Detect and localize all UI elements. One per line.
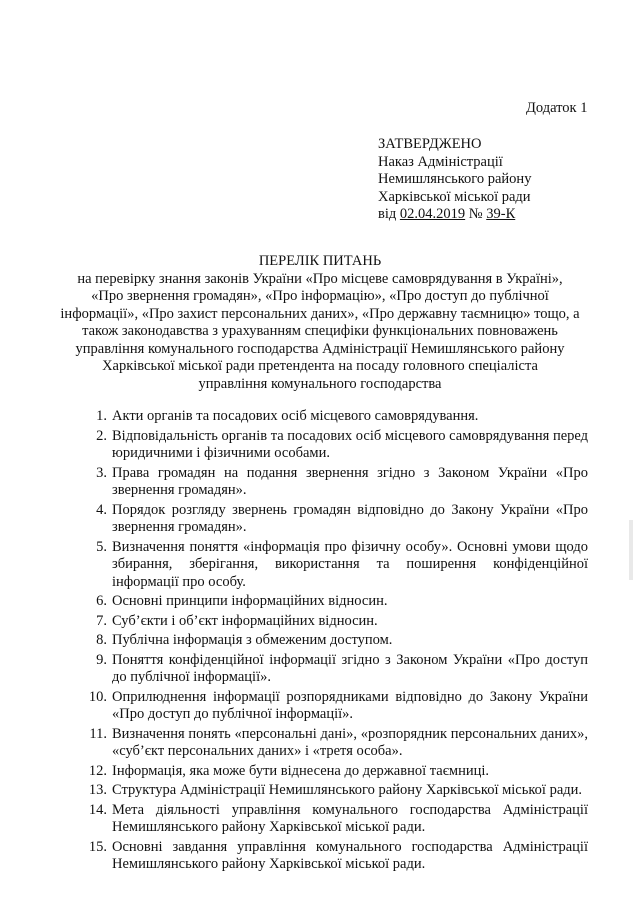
item-text: Основні принципи інформаційних відносин. (112, 593, 388, 609)
item-number: 10. (88, 688, 107, 705)
item-text: Інформація, яка може бути віднесена до державної таємниці. (112, 762, 490, 779)
approval-line: Наказ Адміністрації (378, 153, 503, 170)
item-number: 8. (96, 632, 107, 648)
title-line: також законодавства з урахуванням специфіки функціональних повноважень (82, 323, 558, 339)
questions-list (76, 408, 588, 876)
approval-line: Немишлянського району (378, 171, 532, 187)
item-number: 9. (96, 651, 107, 668)
list-item (76, 763, 588, 781)
title-block (40, 253, 600, 393)
item-text: Визначення поняття «інформація про фізичну особу». Основні умови щодо збирання, зберігання, використання та поширення конфіденційної інформації про особу. (112, 538, 588, 590)
list-item (76, 613, 588, 631)
item-number: 13. (88, 782, 107, 798)
approval-date-line (378, 206, 531, 224)
item-text: Визначення понять «персональні дані», «розпорядник персональних даних», «суб’єкт персональних даних» і «третя особа». (112, 725, 588, 759)
list-item (76, 465, 588, 500)
item-number: 11. (89, 725, 107, 742)
list-item (76, 652, 588, 687)
item-number: 15. (88, 838, 107, 855)
item-number: 1. (96, 408, 107, 424)
list-item (76, 726, 588, 761)
approval-heading: ЗАТВЕРДЖЕНО (378, 136, 482, 152)
item-text: Основні завдання управління комунального господарства Адміністрації Немишлянського району Харківської міської ради. (112, 838, 588, 872)
item-number: 5. (96, 538, 107, 555)
item-text: Суб’єкти і об’єкт інформаційних відносин. (112, 612, 378, 629)
approval-line: Харківської міської ради (378, 188, 531, 205)
item-number: 4. (96, 501, 107, 518)
item-text: Мета діяльності управління комунального господарства Адміністрації Немишлянського району Харківської міської ради. (112, 801, 588, 835)
item-number: 12. (88, 762, 107, 779)
title-line: «Про звернення громадян», «Про інформацію», «Про доступ до публічної (91, 288, 549, 304)
title-line: на перевірку знання законів України «Про місцеве самоврядування в Україні», (77, 270, 563, 287)
title-line: управління комунального господарства (198, 375, 442, 392)
item-text: Структура Адміністрації Немишлянського району Харківської міської ради. (112, 782, 583, 798)
approval-block (378, 136, 531, 224)
list-item (76, 782, 588, 800)
item-text: Публічна інформація з обмеженим доступом. (112, 632, 393, 648)
item-text: Права громадян на подання звернення згідно з Законом України «Про звернення громадян». (112, 464, 588, 498)
document-title: ПЕРЕЛІК ПИТАНЬ (258, 253, 382, 269)
title-line: інформації», «Про захист персональних даних», «Про державну таємницю» тощо, а (60, 305, 580, 322)
item-text: Відповідальність органів та посадових осіб місцевого самоврядування перед юридичними і фізичними особами. (112, 427, 589, 461)
item-text: Оприлюднення інформації розпорядниками відповідно до Закону України «Про доступ до публічної інформації». (112, 688, 588, 722)
item-text: Порядок розгляду звернень громадян відповідно до Закону України «Про звернення громадян». (112, 501, 588, 535)
number-prefix: № (465, 206, 487, 222)
list-item (76, 428, 588, 463)
list-item (76, 593, 588, 611)
order-date: 02.04.2019 (399, 206, 466, 222)
list-item (76, 632, 588, 650)
item-number: 6. (96, 593, 107, 609)
list-item (76, 502, 588, 537)
item-number: 7. (96, 612, 107, 629)
annex-label: Додаток 1 (526, 100, 588, 116)
date-prefix: від (378, 206, 400, 222)
title-line: управління комунального господарства Адміністрації Немишлянського району (75, 340, 565, 357)
title-line: Харківської міської ради претендента на посаду головного спеціаліста (102, 358, 538, 374)
list-item (76, 802, 588, 837)
item-number: 2. (96, 427, 107, 444)
list-item (76, 839, 588, 874)
list-item (76, 689, 588, 724)
item-text: Акти органів та посадових осіб місцевого самоврядування. (112, 408, 479, 424)
item-number: 14. (88, 801, 107, 818)
list-item (76, 539, 588, 592)
list-item (76, 408, 588, 426)
item-number: 3. (96, 464, 107, 481)
order-number: 39-К (486, 206, 516, 222)
item-text: Поняття конфіденційної інформації згідно з Законом України «Про доступ до публічної інформації». (112, 651, 588, 685)
scan-edge-mark (629, 520, 633, 580)
